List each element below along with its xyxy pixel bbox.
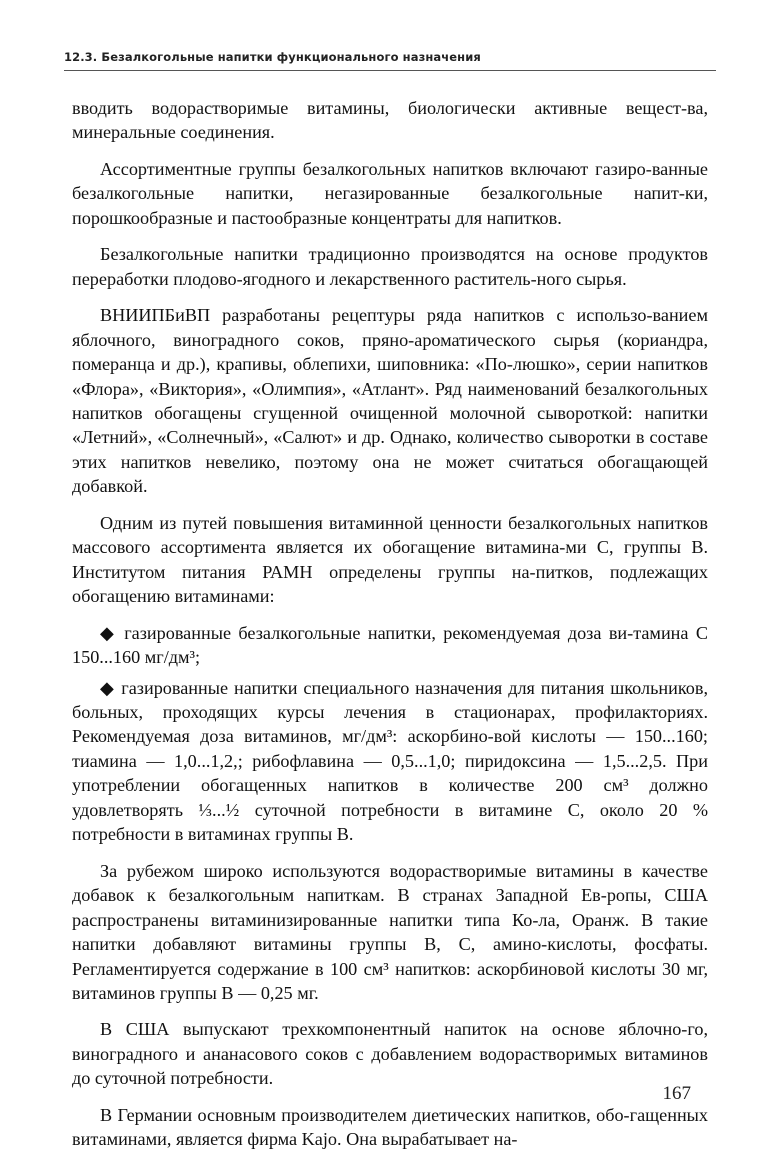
- bullet-item-special: ◆ газированные напитки специального назначения для питания школьников, больных, проходящих курсы лечения в стационарах, профилакториях. Рекомендуемая доза витаминов, мг/дм³: аскорбино-вой кислоты — 150...160; тиамина — 1,0...1,2,; рибофлавина — 0,5...1,0; пиридоксина — 1,5...2,5. При употреблении обогащенных напитков в количестве 200 см³ должно удовлетворять ⅓...½ суточной потребности в витамине С, около 20 % потребности в витаминах группы В.: [72, 677, 708, 845]
- header-rule: [64, 70, 716, 71]
- paragraph-vitamin-value: Одним из путей повышения витаминной ценности безалкогольных напитков массового ассортимента является их обогащение витамина-ми С, группы В. Институтом питания РАМН определены группы на-питков, подлежащих обогащению витаминами:: [72, 512, 708, 607]
- paragraph-assortment: Ассортиментные группы безалкогольных напитков включают газиро-ванные безалкогольные напитки, негазированные безалкогольные напит-ки, порошкообразные и пастообразные концентраты для напитков.: [72, 158, 708, 228]
- paragraph-continuation: вводить водорастворимые витамины, биологически активные вещест-ва, минеральные соединения.: [72, 98, 708, 143]
- paragraph-vniipbivp: ВНИИПБиВП разработаны рецептуры ряда напитков с использо-ванием яблочного, виноградного соков, пряно-ароматического сырья (кориандра, померанца и др.), крапивы, облепихи, шиповника: «По-люшко», серии напитков «Флора», «Виктория», «Олимпия», «Атлант». Ряд наименований безалкогольных напитков обогащены сгущенной очищенной молочной сывороткой: напитки «Летний», «Солнечный», «Салют» и др. Однако, количество сыворотки в составе этих напитков невелико, поэтому она не может считаться обогащающей добавкой.: [72, 305, 708, 497]
- paragraph-germany: В Германии основным производителем диетических напитков, обо-гащенных витаминами, является фирма Kajo. Она вырабатывает на-: [72, 1104, 708, 1150]
- body-text: [72, 96, 708, 1164]
- running-header: 12.3. Безалкогольные напитки функционального назначения: [64, 50, 481, 64]
- bullet-item-carbonated: ◆ газированные безалкогольные напитки, рекомендуемая доза ви-тамина С 150...160 мг/дм³;: [72, 622, 708, 668]
- paragraph-abroad: За рубежом широко используются водорастворимые витамины в качестве добавок к безалкогольным напиткам. В странах Западной Ев-ропы, США распространены витаминизированные напитки типа Ко-ла, Оранж. В такие напитки добавляют витамины группы В, С, амино-кислоты, фосфаты. Регламентируется содержание в 100 см³ напитков: аскорбиновой кислоты 30 мг, витаминов группы В — 0,25 мг.: [72, 860, 708, 1003]
- page-number: 167: [662, 1083, 691, 1104]
- paragraph-usa: В США выпускают трехкомпонентный напиток на основе яблочно-го, виноградного и ананасового соков с добавлением водорастворимых витаминов до суточной потребности.: [72, 1019, 708, 1089]
- paragraph-production: Безалкогольные напитки традиционно производятся на основе продуктов переработки плодово-ягодного и лекарственного раститель-ного сырья.: [72, 244, 708, 289]
